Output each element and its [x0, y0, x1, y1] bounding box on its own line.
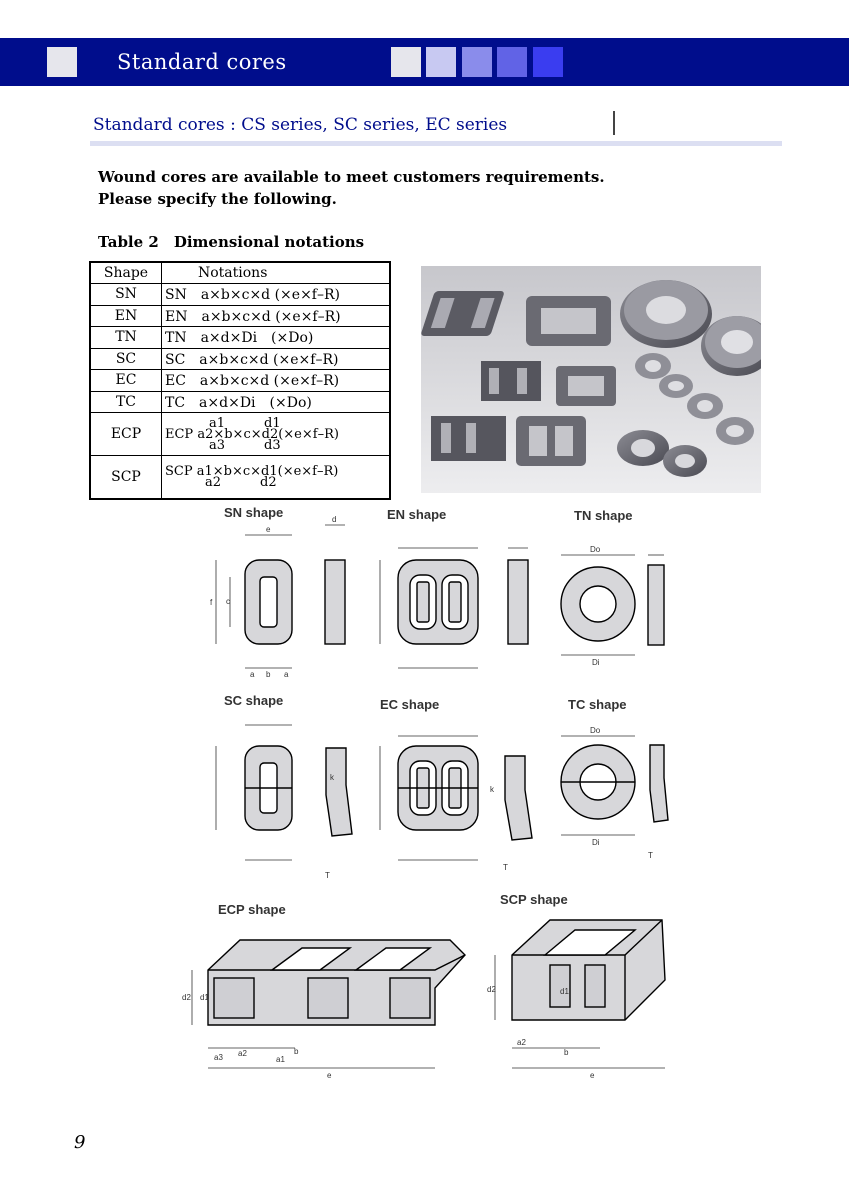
scp-main: SCP a1×b×c×d1(×e×f–R): [165, 463, 339, 479]
sc-side: [326, 748, 352, 836]
scp-bottom-sub: a2 d2: [205, 474, 277, 490]
sn-shape-label: SN shape: [224, 505, 284, 520]
heading-tick: [613, 111, 615, 135]
ec-shape-label: EC shape: [380, 697, 440, 712]
table-caption: Table 2 Dimensional notations: [98, 233, 365, 251]
sc-shape-label: SC shape: [224, 693, 284, 708]
tn-shape-label: TN shape: [574, 508, 633, 523]
intro-line-2: Please specify the following.: [98, 190, 337, 208]
dim-label: b: [564, 1048, 569, 1057]
cell-notation: TC a×d×Di (×Do): [162, 391, 391, 413]
table-row: [90, 284, 390, 306]
table-row: [90, 348, 390, 370]
cell-shape: ECP: [90, 413, 162, 456]
dim-label: b: [266, 670, 271, 679]
header-banner: [0, 38, 849, 86]
banner-square-left: [47, 47, 77, 77]
banner-square-1: [391, 47, 421, 77]
cell-shape: EN: [90, 305, 162, 327]
tc-shape-label: TC shape: [568, 697, 627, 712]
cell-shape: EC: [90, 370, 162, 392]
table-header-row: [90, 262, 390, 284]
dim-label: a: [284, 670, 289, 679]
dim-label: a1: [276, 1055, 285, 1064]
dim-label: f: [210, 598, 213, 607]
dim-label: d1: [200, 993, 209, 1002]
dim-label: e: [266, 525, 271, 534]
heading-underline: [90, 141, 782, 146]
page-number: 9: [74, 1132, 86, 1153]
cell-shape: SCP: [90, 456, 162, 499]
dim-label: k: [490, 785, 494, 794]
header-shape: Shape: [90, 262, 162, 284]
ecp-top-sub: a1 d1: [209, 415, 281, 431]
dim-label: a2: [517, 1038, 526, 1047]
banner-square-5: [533, 47, 563, 77]
ecp-shape-label: ECP shape: [218, 902, 286, 917]
dim-label: a2: [238, 1049, 247, 1058]
dim-label: e: [327, 1071, 332, 1080]
dim-label: Do: [590, 726, 601, 735]
dim-label: Do: [590, 545, 601, 554]
cell-notation: TN a×d×Di (×Do): [162, 327, 391, 349]
table-row: [90, 305, 390, 327]
dim-label: d: [332, 515, 337, 524]
intro-line-1: Wound cores are available to meet customers requirements.: [98, 168, 605, 186]
tc-side: [650, 745, 668, 822]
cell-notation-scp: [162, 456, 391, 499]
banner-square-2: [426, 47, 456, 77]
cell-notation: EN a×b×c×d (×e×f–R): [162, 305, 391, 327]
en-side: [508, 560, 528, 644]
table-row: [90, 391, 390, 413]
dim-label: k: [330, 773, 334, 782]
cell-notation: SC a×b×c×d (×e×f–R): [162, 348, 391, 370]
tn-side: [648, 565, 664, 645]
cell-notation-ecp: [162, 413, 391, 456]
cell-notation: EC a×b×c×d (×e×f–R): [162, 370, 391, 392]
dim-label: d2: [182, 993, 191, 1002]
ecp-bottom-sub: a3 d3: [209, 437, 281, 453]
cell-shape: TN: [90, 327, 162, 349]
dim-label: d1: [560, 987, 569, 996]
table-row: [90, 327, 390, 349]
sn-side: [325, 560, 345, 644]
dim-label: a: [250, 670, 255, 679]
banner-square-4: [497, 47, 527, 77]
section-heading: Standard cores : CS series, SC series, EC series: [93, 115, 508, 135]
page-title: Standard cores: [117, 50, 287, 74]
dim-label: T: [325, 871, 330, 880]
cell-notation: SN a×b×c×d (×e×f–R): [162, 284, 391, 306]
scp-shape-label: SCP shape: [500, 892, 568, 907]
dim-label: e: [590, 1071, 595, 1080]
cell-shape: TC: [90, 391, 162, 413]
shape-diagrams: [180, 500, 700, 1090]
ec-side: [505, 756, 532, 840]
cell-shape: SC: [90, 348, 162, 370]
ecp-main: ECP a2×b×c×d2(×e×f–R): [165, 426, 339, 442]
table-row-ecp: [90, 413, 390, 456]
dim-label: Di: [592, 838, 600, 847]
cell-shape: SN: [90, 284, 162, 306]
dim-label: d2: [487, 985, 496, 994]
core-products-photo: [421, 266, 761, 493]
sn-window: [260, 577, 277, 627]
dim-label: b: [294, 1047, 299, 1056]
intro-text: [98, 166, 605, 210]
notation-table: [89, 261, 391, 500]
header-notations: Notations: [162, 262, 391, 284]
table-row-scp: [90, 456, 390, 499]
dim-label: T: [503, 863, 508, 872]
banner-square-3: [462, 47, 492, 77]
dim-label: a3: [214, 1053, 223, 1062]
dim-label: c: [226, 597, 230, 606]
table-row: [90, 370, 390, 392]
dim-label: Di: [592, 658, 600, 667]
dim-label: T: [648, 851, 653, 860]
en-shape-label: EN shape: [387, 507, 447, 522]
